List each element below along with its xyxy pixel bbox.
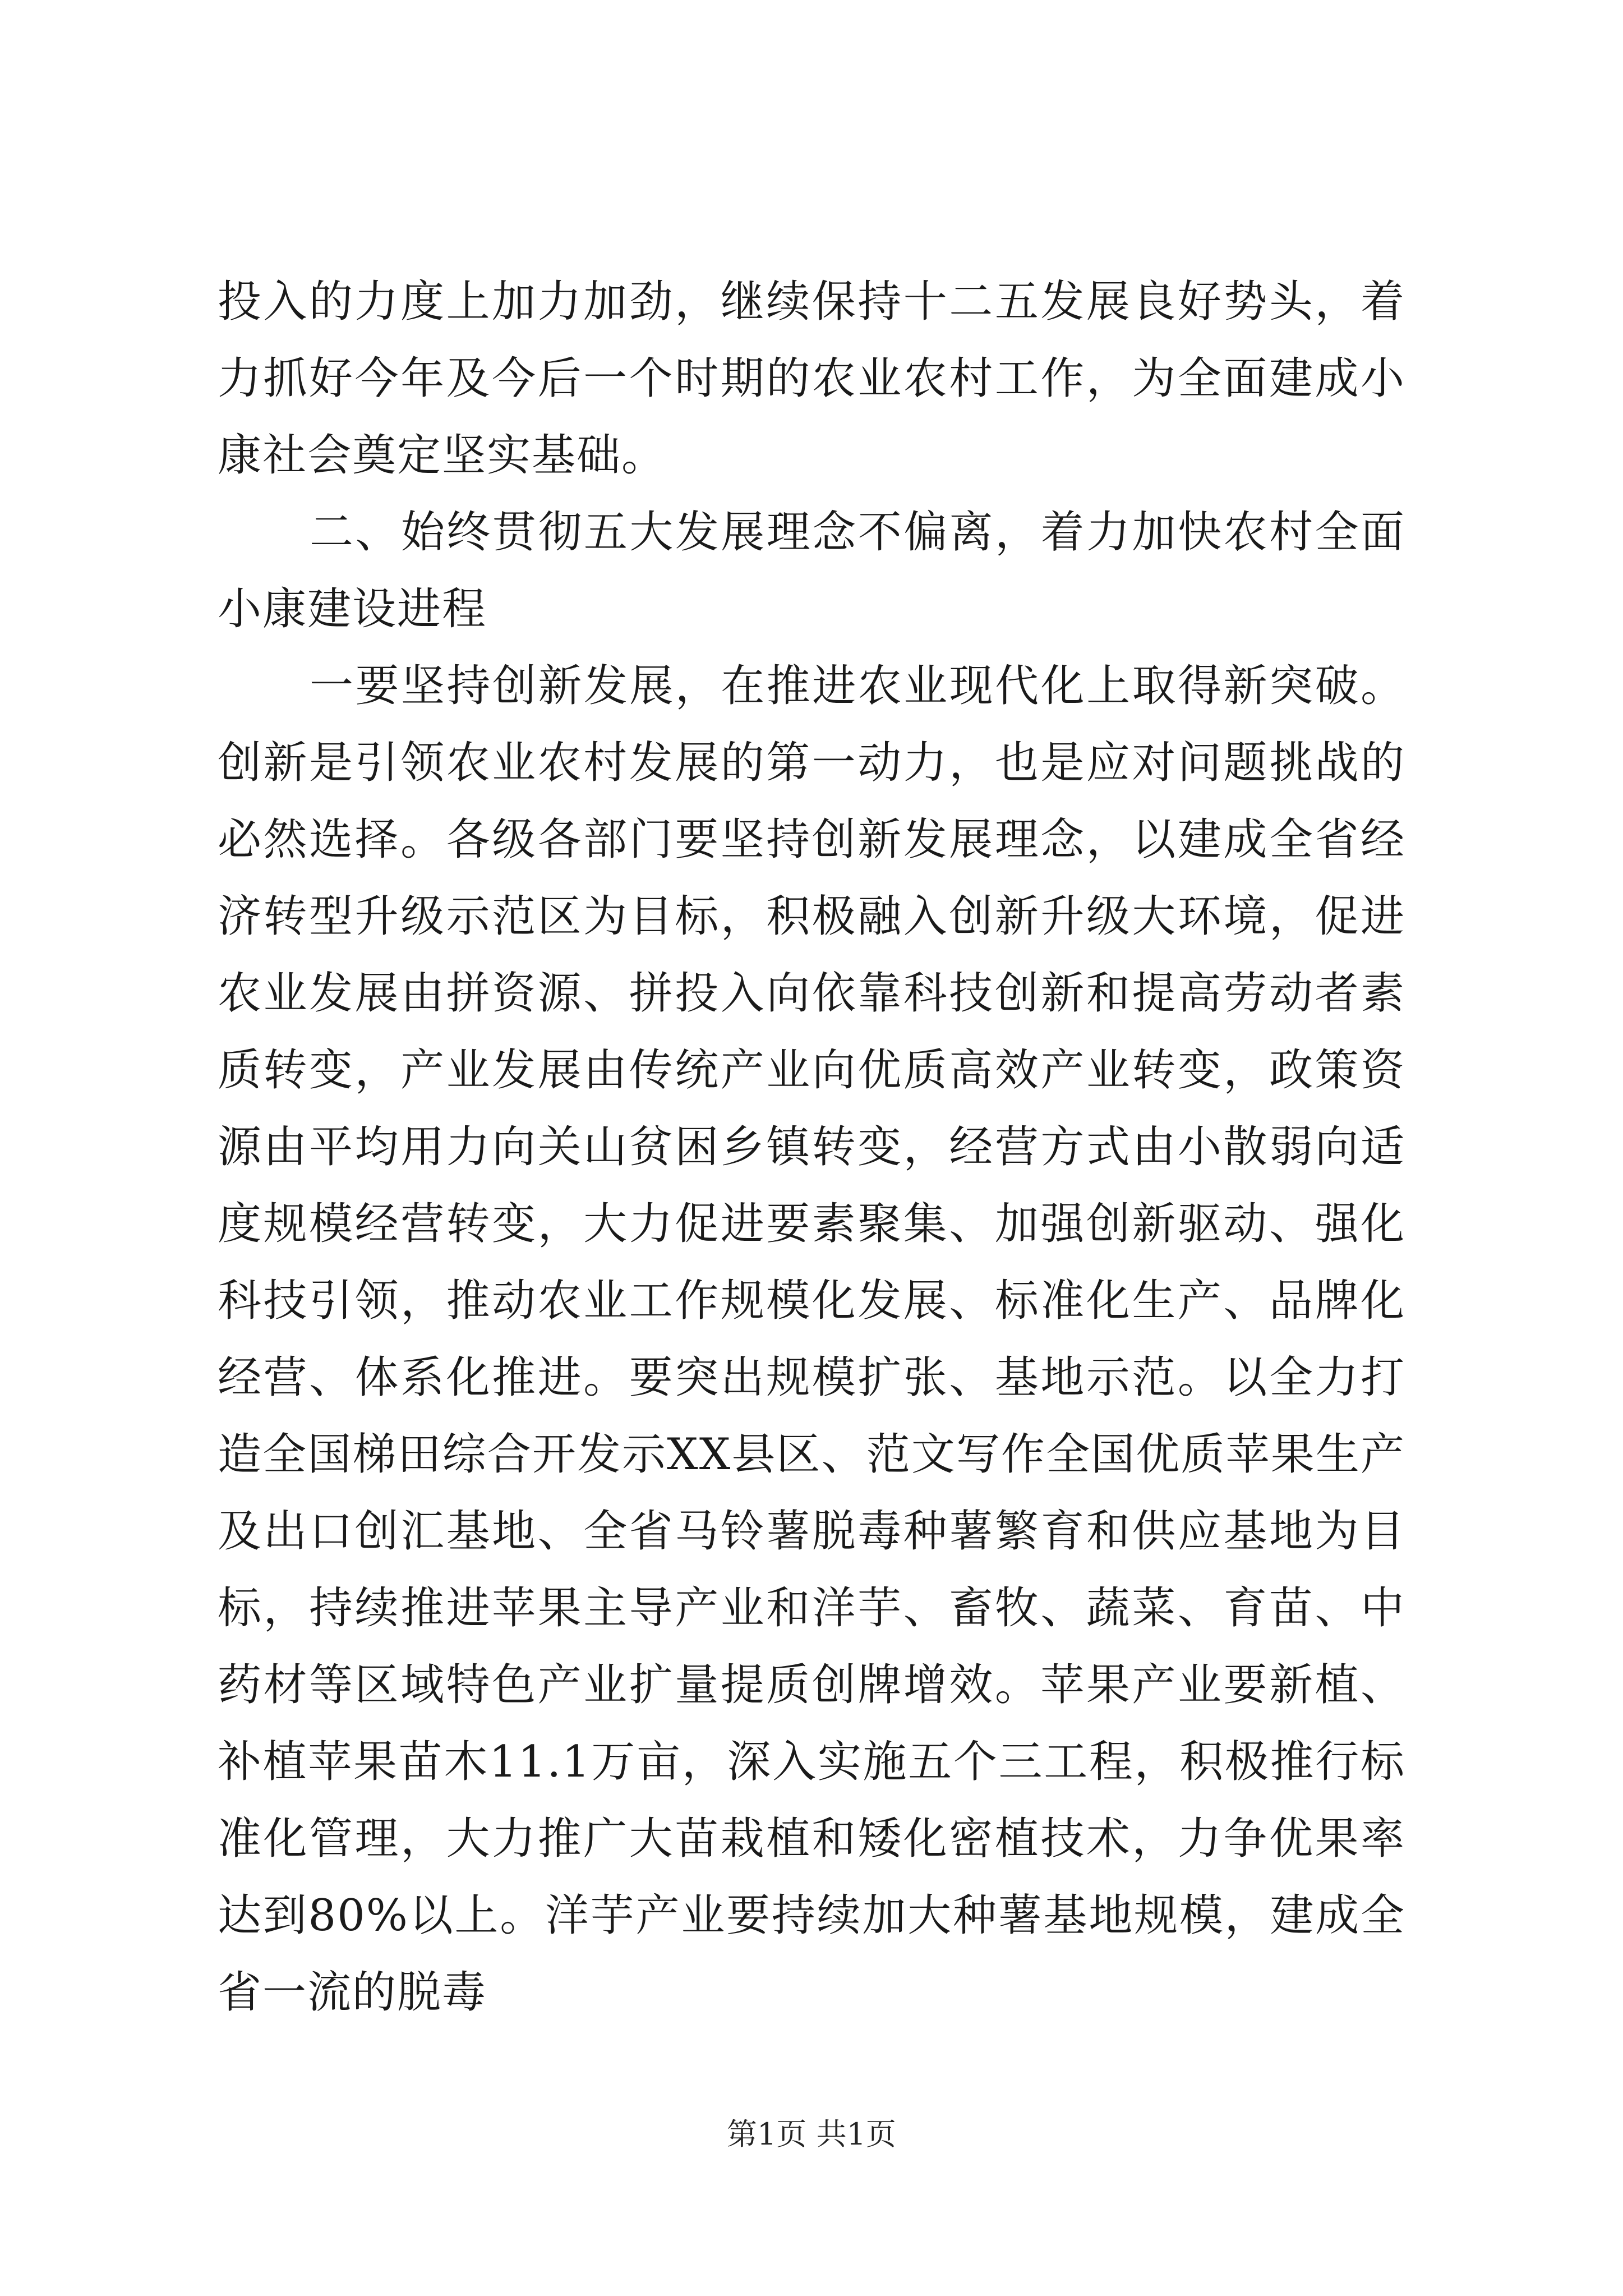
paragraph-continuation: 投入的力度上加力加劲，继续保持十二五发展良好势头，着力抓好今年及今后一个时期的农业农村工作，为全面建成小康社会奠定坚实基础。 — [218, 277, 1405, 481]
document-body — [218, 264, 1405, 2031]
paragraph-innovation: 一要坚持创新发展，在推进农业现代化上取得新突破。创新是引领农业农村发展的第一动力，也是应对问题挑战的必然选择。各级各部门要坚持创新发展理念，以建成全省经济转型升级示范区为目标，积极融入创新升级大环境，促进农业发展由拼资源、拼投入向依靠科技创新和提高劳动者素质转变，产业发展由传统产业向优质高效产业转变，政策资源由平均用力向关山贫困乡镇转变，经营方式由小散弱向适度规模经营转变，大力促进要素聚集、加强创新驱动、强化科技引领，推动农业工作规模化发展、标准化生产、品牌化经营、体系化推进。要突出规模扩张、基地示范。以全力打造全国梯田综合开发示XX县区、范文写作全国优质苹果生产及出口创汇基地、全省马铃薯脱毒种薯繁育和供应基地为目标，持续推进苹果主导产业和洋芋、畜牧、蔬菜、育苗、中药材等区域特色产业扩量提质创牌增效。苹果产业要新植、补植苹果苗木11.1万亩，深入实施五个三工程，积极推行标准化管理，大力推广大苗栽植和矮化密植技术，力争优果率达到80%以上。洋芋产业要持续加大种薯基地规模，建成全省一流的脱毒 — [218, 661, 1405, 2018]
page-footer: 第1页 共1页 — [727, 2116, 896, 2152]
section-heading: 二、始终贯彻五大发展理念不偏离，着力加快农村全面小康建设进程 — [218, 507, 1405, 634]
